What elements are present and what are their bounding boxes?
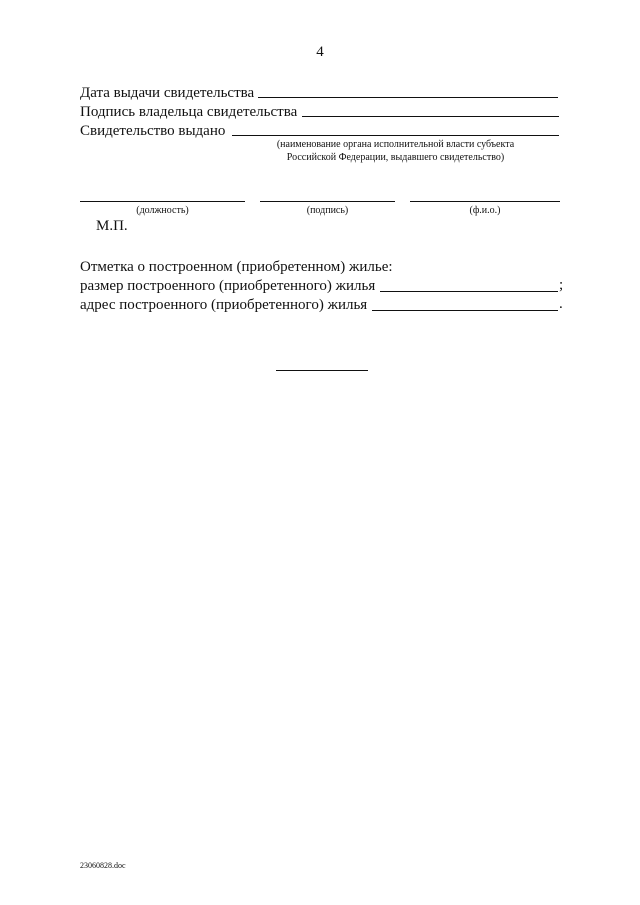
issued-by-caption-line2: Российской Федерации, выдавшего свидетельство) xyxy=(286,152,505,163)
position-field-line[interactable] xyxy=(80,201,245,202)
closing-separator xyxy=(276,370,368,371)
housing-mark-heading: Отметка о построенном (приобретенном) жилье: xyxy=(80,259,393,275)
issue-date-label: Дата выдачи свидетельства xyxy=(80,85,255,101)
footer-filename: 23060828.doc xyxy=(80,861,126,870)
seal-placeholder: М.П. xyxy=(96,218,128,234)
issued-by-label: Свидетельство выдано xyxy=(80,123,226,139)
full-name-caption: (ф.и.о.) xyxy=(469,205,501,216)
housing-address-label: адрес построенного (приобретенного) жилья xyxy=(80,297,368,313)
page-number: 4 xyxy=(316,44,324,60)
housing-size-field-line[interactable] xyxy=(380,291,558,292)
signature-field-line[interactable] xyxy=(260,201,395,202)
issued-by-field-line[interactable] xyxy=(232,135,559,136)
issued-by-caption-line1: (наименование органа исполнительной власти субъекта xyxy=(276,139,515,150)
housing-size-end: ; xyxy=(559,277,564,293)
housing-size-label: размер построенного (приобретенного) жилья xyxy=(80,278,376,294)
owner-signature-label: Подпись владельца свидетельства xyxy=(80,104,298,120)
housing-address-end: . xyxy=(559,296,563,312)
housing-address-field-line[interactable] xyxy=(372,310,558,311)
full-name-field-line[interactable] xyxy=(410,201,560,202)
signature-caption: (подпись) xyxy=(306,205,349,216)
position-caption: (должность) xyxy=(136,205,189,216)
owner-signature-field-line[interactable] xyxy=(302,116,559,117)
issue-date-field-line[interactable] xyxy=(258,97,558,98)
